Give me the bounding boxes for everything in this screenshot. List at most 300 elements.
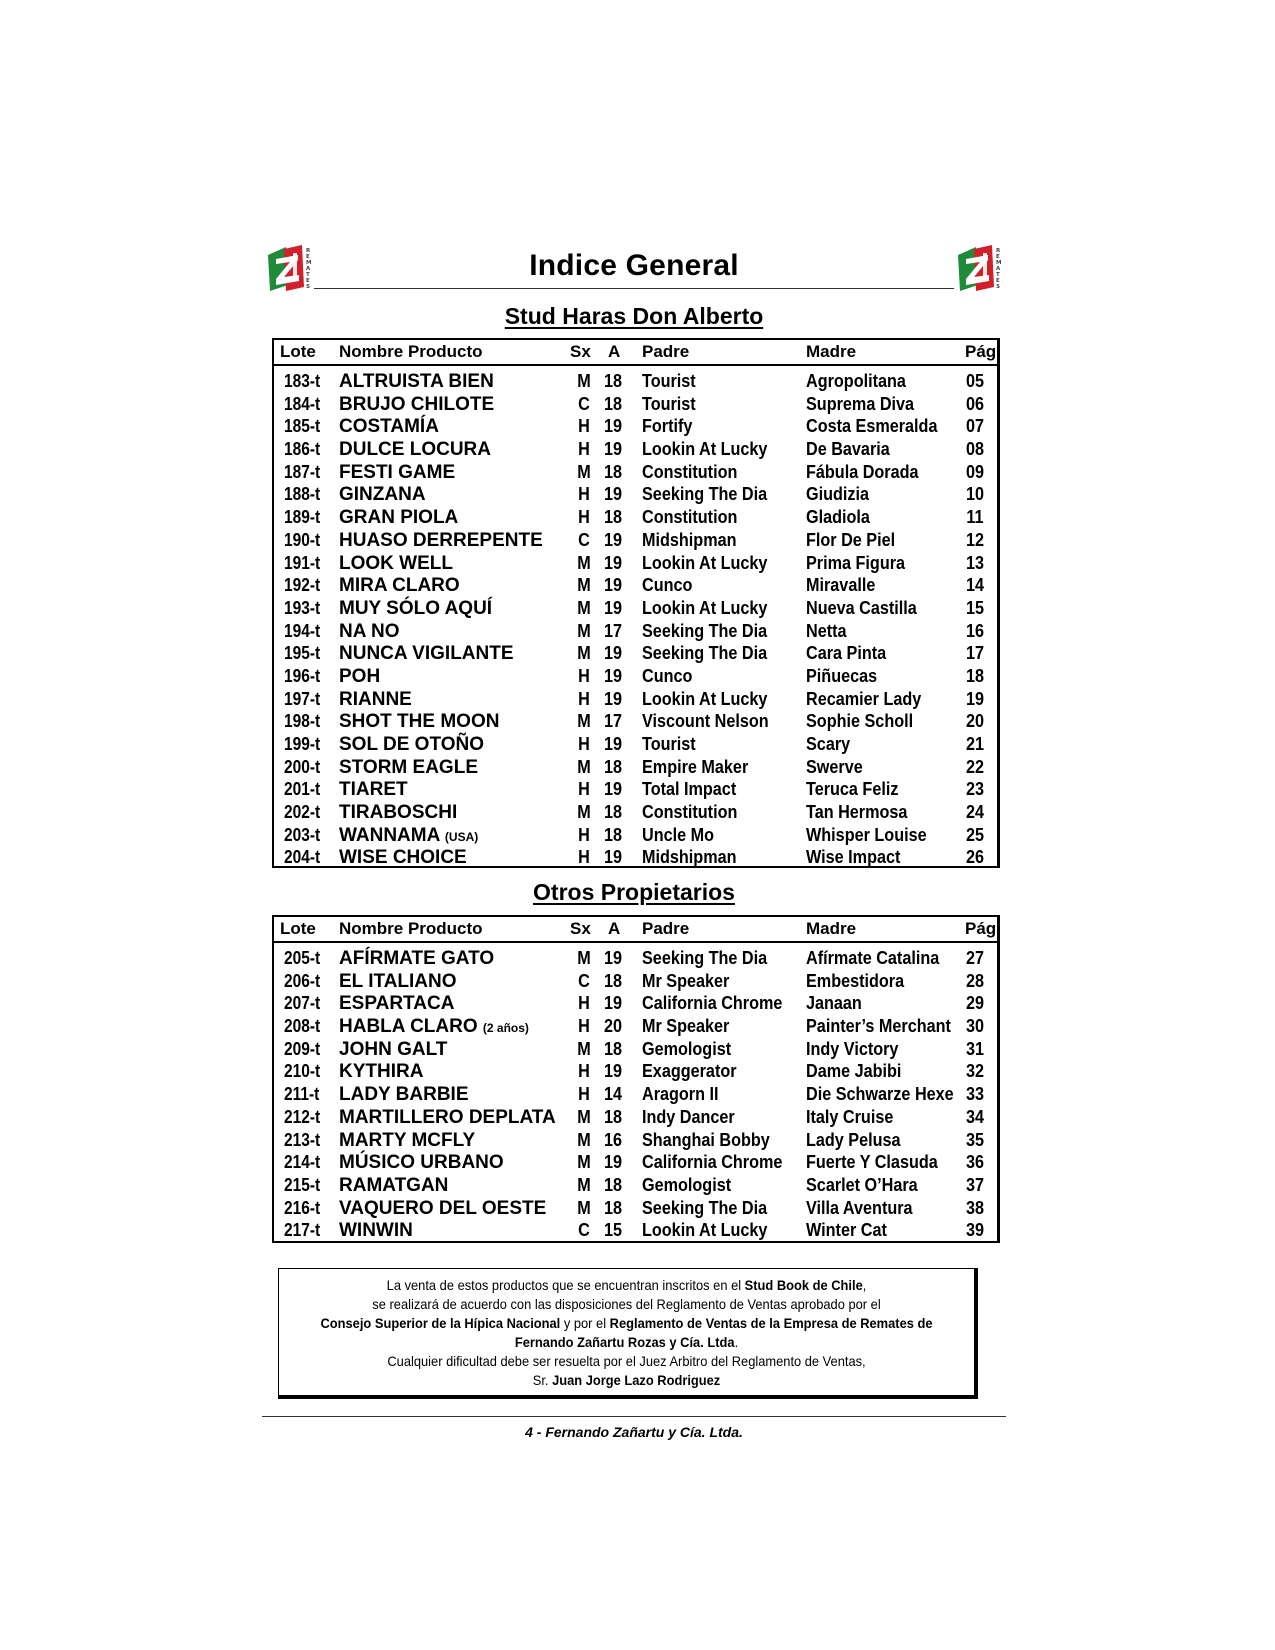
sire: Total Impact xyxy=(642,779,737,800)
lot-number: 206-t xyxy=(284,970,321,991)
table-row xyxy=(274,530,997,553)
dam: Indy Victory xyxy=(806,1038,899,1059)
col-header-madre: Madre xyxy=(806,342,857,361)
section-title-otros: Otros Propietarios xyxy=(533,879,735,905)
age: 19 xyxy=(603,552,623,573)
product-name xyxy=(339,689,412,711)
sex: M xyxy=(577,552,591,573)
table-row xyxy=(274,734,997,757)
table-body xyxy=(274,943,997,1243)
product-name xyxy=(339,779,408,801)
product-name-text: MÚSICO URBANO xyxy=(339,1152,504,1174)
notice-text: Sr. xyxy=(532,1372,553,1388)
lot-number: 194-t xyxy=(284,620,321,641)
notice-bold-text: Juan Jorge Lazo Rodriguez xyxy=(552,1372,721,1388)
col-header-nombre: Nombre Producto xyxy=(339,342,483,361)
sire: Gemologist xyxy=(642,1174,732,1195)
lot-number: 214-t xyxy=(284,1152,321,1173)
sex: H xyxy=(578,1084,590,1105)
index-table-stud-haras xyxy=(272,338,1000,868)
age: 18 xyxy=(603,1174,623,1195)
table-row xyxy=(274,507,997,530)
notice-line xyxy=(307,1276,946,1295)
sex: C xyxy=(578,970,590,991)
dam: Winter Cat xyxy=(806,1220,887,1241)
col-header-nombre: Nombre Producto xyxy=(339,919,483,938)
product-name-text: LOOK WELL xyxy=(339,552,453,574)
sex: H xyxy=(578,734,590,754)
dam: Italy Cruise xyxy=(806,1106,894,1127)
sex: M xyxy=(577,1129,591,1150)
age: 19 xyxy=(603,779,623,800)
dam: Afírmate Catalina xyxy=(806,948,940,968)
sire: Seeking The Dia xyxy=(642,620,768,641)
col-header-lote: Lote xyxy=(280,342,316,361)
product-name-text: MARTY MCFLY xyxy=(339,1129,476,1151)
table-row xyxy=(274,598,997,621)
age: 19 xyxy=(603,575,623,596)
product-name-text: BRUJO CHILOTE xyxy=(339,393,495,415)
product-name-text: NUNCA VIGILANTE xyxy=(339,643,514,665)
age: 18 xyxy=(603,1197,623,1218)
dam: De Bavaria xyxy=(806,439,890,460)
col-header-padre: Padre xyxy=(642,342,690,361)
table-row xyxy=(274,1130,997,1153)
product-name xyxy=(339,1039,447,1061)
dam: Embestidora xyxy=(806,970,905,991)
sire: Uncle Mo xyxy=(642,824,715,845)
page-number: 15 xyxy=(965,597,985,618)
product-name-text: HUASO DERREPENTE xyxy=(339,529,543,551)
page-number: 23 xyxy=(965,779,985,800)
product-name-text: RIANNE xyxy=(339,688,412,710)
product-name-text: MIRA CLARO xyxy=(339,575,460,597)
product-name xyxy=(339,993,454,1015)
product-name xyxy=(339,734,484,756)
lot-number: 205-t xyxy=(284,948,321,968)
product-name xyxy=(339,575,460,597)
notice-text: La venta de estos productos que se encuentran inscritos en el xyxy=(386,1277,742,1293)
dam: Die Schwarze Hexe xyxy=(806,1084,954,1105)
dam: Janaan xyxy=(806,993,862,1014)
table-row xyxy=(274,1175,997,1198)
page-number: 07 xyxy=(965,416,985,437)
lot-number: 188-t xyxy=(284,484,321,505)
table-row xyxy=(274,847,997,870)
sex: H xyxy=(578,665,590,686)
sex: M xyxy=(577,597,591,618)
lot-number: 213-t xyxy=(284,1129,321,1150)
product-name-text: AFÍRMATE GATO xyxy=(339,948,495,969)
dam: Miravalle xyxy=(806,575,876,596)
product-name xyxy=(339,666,380,688)
page-number: 20 xyxy=(965,711,985,732)
age: 17 xyxy=(603,620,623,641)
dam: Agropolitana xyxy=(806,371,906,391)
age: 19 xyxy=(603,597,623,618)
dam: Flor De Piel xyxy=(806,529,896,550)
sex: M xyxy=(577,1152,591,1173)
product-name xyxy=(339,971,457,993)
table-row xyxy=(274,711,997,734)
product-name-note: (USA) xyxy=(444,829,479,844)
page-number: 36 xyxy=(965,1152,985,1173)
product-name xyxy=(339,484,426,506)
sale-notice-box xyxy=(278,1268,978,1399)
notice-line xyxy=(307,1371,946,1390)
dam: Wise Impact xyxy=(806,847,901,868)
table-row xyxy=(274,666,997,689)
table-row xyxy=(274,643,997,666)
sex: H xyxy=(578,993,590,1014)
page-number: 13 xyxy=(965,552,985,573)
product-name-text: VAQUERO DEL OESTE xyxy=(339,1197,547,1219)
age: 19 xyxy=(603,734,623,754)
product-name xyxy=(339,711,499,733)
page-number: 17 xyxy=(965,643,985,664)
table-header xyxy=(274,340,997,366)
table-row xyxy=(274,462,997,485)
dam: Scarlet O’Hara xyxy=(806,1174,918,1195)
col-header-a: A xyxy=(608,919,621,938)
product-name xyxy=(339,1198,546,1220)
table-row xyxy=(274,1039,997,1062)
svg-text:M: M xyxy=(306,260,312,266)
dam: Costa Esmeralda xyxy=(806,416,938,437)
page-number: 14 xyxy=(965,575,985,596)
product-name xyxy=(339,598,492,620)
sire: Empire Maker xyxy=(642,756,749,777)
notice-bold-text: Stud Book de Chile xyxy=(744,1277,863,1293)
product-name-note: (2 años) xyxy=(482,1021,529,1036)
sire: Midshipman xyxy=(642,529,737,550)
product-name-text: WINWIN xyxy=(339,1220,413,1242)
dam: Villa Aventura xyxy=(806,1197,913,1218)
page-number: 19 xyxy=(965,688,985,709)
sex: M xyxy=(577,1197,591,1218)
dam: Teruca Feliz xyxy=(806,779,899,800)
sire: Fortify xyxy=(642,416,693,437)
product-name xyxy=(339,643,514,665)
svg-text:E: E xyxy=(996,278,1000,284)
age: 15 xyxy=(603,1220,623,1241)
age: 18 xyxy=(603,1106,623,1127)
lot-number: 212-t xyxy=(284,1106,321,1127)
age: 19 xyxy=(603,484,623,505)
product-name-text: EL ITALIANO xyxy=(339,970,457,992)
product-name-text: MARTILLERO DEPLATA xyxy=(339,1106,556,1128)
page-number: 16 xyxy=(965,620,985,641)
age: 19 xyxy=(603,529,623,550)
lot-number: 211-t xyxy=(284,1084,320,1105)
sex: M xyxy=(577,711,591,732)
age: 18 xyxy=(603,824,623,845)
sex: H xyxy=(578,779,590,800)
product-name-text: COSTAMÍA xyxy=(339,416,439,438)
svg-text:R: R xyxy=(996,248,1001,254)
header-rule xyxy=(314,288,954,289)
col-header-pag: Pág xyxy=(965,342,997,361)
sire: Tourist xyxy=(642,371,696,391)
page-number: 38 xyxy=(965,1197,985,1218)
product-name-text: STORM EAGLE xyxy=(339,756,478,778)
page-number: 32 xyxy=(965,1061,985,1082)
table-row xyxy=(274,757,997,780)
sex: M xyxy=(577,575,591,596)
svg-text:E: E xyxy=(996,254,1000,260)
dam: Dame Jabibi xyxy=(806,1061,902,1082)
sire: Shanghai Bobby xyxy=(642,1129,770,1150)
table-header xyxy=(274,917,997,943)
table-row xyxy=(274,484,997,507)
sire: Lookin At Lucky xyxy=(642,597,768,618)
page-number: 35 xyxy=(965,1129,985,1150)
svg-text:S: S xyxy=(306,284,310,290)
sire: Constitution xyxy=(642,802,738,823)
page-number: 37 xyxy=(965,1174,985,1195)
sex: M xyxy=(577,756,591,777)
svg-text:A: A xyxy=(996,266,1001,272)
sex: M xyxy=(577,620,591,641)
age: 19 xyxy=(603,948,623,968)
product-name-text: ESPARTACA xyxy=(339,993,455,1015)
age: 19 xyxy=(603,665,623,686)
svg-text:T: T xyxy=(306,272,310,278)
lot-number: 201-t xyxy=(284,779,321,800)
sire: Indy Dancer xyxy=(642,1106,735,1127)
product-name-text: POH xyxy=(339,665,381,687)
dam: Netta xyxy=(806,620,847,641)
page-number: 34 xyxy=(965,1106,985,1127)
table-row xyxy=(274,1152,997,1175)
page-number: 31 xyxy=(965,1038,985,1059)
logo-text-char: R xyxy=(306,248,311,254)
page-footer: 4 - Fernando Zañartu y Cía. Ltda. xyxy=(525,1424,743,1440)
lot-number: 191-t xyxy=(284,552,321,573)
product-name-text: LADY BARBIE xyxy=(339,1084,469,1106)
sire: Constitution xyxy=(642,507,738,528)
sex: H xyxy=(578,416,590,437)
table-row xyxy=(274,948,997,971)
lot-number: 209-t xyxy=(284,1038,321,1059)
product-name xyxy=(339,1107,556,1129)
age: 18 xyxy=(603,507,623,528)
dam: Giudizia xyxy=(806,484,870,505)
product-name-text: SOL DE OTOÑO xyxy=(339,734,484,755)
table-row xyxy=(274,439,997,462)
age: 19 xyxy=(603,416,623,437)
page-number: 06 xyxy=(965,393,985,414)
sire: Seeking The Dia xyxy=(642,484,768,505)
lot-number: 193-t xyxy=(284,597,321,618)
page-number: 25 xyxy=(965,824,985,845)
sire: Tourist xyxy=(642,734,696,754)
notice-line: Cualquier dificultad debe ser resuelta por el Juez Arbitro del Reglamento de Ventas, xyxy=(387,1353,866,1369)
lot-number: 189-t xyxy=(284,507,321,528)
sire: Aragorn II xyxy=(642,1084,719,1105)
sire: Lookin At Lucky xyxy=(642,688,768,709)
index-table-otros xyxy=(272,915,1000,1243)
product-name xyxy=(339,1152,504,1174)
dam: Nueva Castilla xyxy=(806,597,917,618)
lot-number: 190-t xyxy=(284,529,321,550)
age: 18 xyxy=(603,371,623,391)
table-row xyxy=(274,1220,997,1243)
dam: Scary xyxy=(806,734,851,754)
sex: H xyxy=(578,439,590,460)
notice-line xyxy=(307,1314,946,1333)
product-name-text: SHOT THE MOON xyxy=(339,711,500,733)
col-header-sx: Sx xyxy=(570,342,591,361)
product-name-text: GINZANA xyxy=(339,484,426,506)
lot-number: 215-t xyxy=(284,1174,321,1195)
page-number: 30 xyxy=(965,1016,985,1037)
table-row xyxy=(274,689,997,712)
svg-text:M: M xyxy=(996,260,1002,266)
col-header-a: A xyxy=(608,342,621,361)
lot-number: 184-t xyxy=(284,393,321,414)
product-name-text: MUY SÓLO AQUÍ xyxy=(339,597,493,619)
page-number: 28 xyxy=(965,970,985,991)
notice-bold-text: Reglamento de Ventas de la Empresa de Remates de xyxy=(609,1315,933,1331)
sex: H xyxy=(578,824,590,845)
table-row xyxy=(274,621,997,644)
notice-text: , xyxy=(862,1277,867,1293)
sire: Lookin At Lucky xyxy=(642,439,768,460)
svg-text:E: E xyxy=(306,254,310,260)
svg-text:E: E xyxy=(306,278,310,284)
sex: M xyxy=(577,802,591,823)
page-number: 09 xyxy=(965,461,985,482)
product-name xyxy=(339,1016,529,1038)
svg-text:S: S xyxy=(996,284,1000,290)
remates-logo-right xyxy=(956,245,1004,293)
product-name xyxy=(339,1084,469,1106)
sire: Tourist xyxy=(642,393,696,414)
dam: Suprema Diva xyxy=(806,393,915,414)
dam: Fuerte Y Clasuda xyxy=(806,1152,938,1173)
product-name xyxy=(339,553,453,575)
table-row xyxy=(274,371,997,394)
notice-text: y por el xyxy=(560,1315,610,1331)
table-row xyxy=(274,1084,997,1107)
sire: Cunco xyxy=(642,575,693,596)
product-name-text: RAMATGAN xyxy=(339,1174,449,1196)
sex: H xyxy=(578,1061,590,1082)
product-name-text: TIARET xyxy=(339,779,408,801)
table-row xyxy=(274,553,997,576)
sire: Gemologist xyxy=(642,1038,732,1059)
age: 18 xyxy=(603,802,623,823)
sire: Midshipman xyxy=(642,847,737,868)
lot-number: 202-t xyxy=(284,802,321,823)
table-row xyxy=(274,971,997,994)
table-body xyxy=(274,366,997,870)
product-name xyxy=(339,371,494,393)
age: 19 xyxy=(603,1152,623,1173)
page-number: 08 xyxy=(965,439,985,460)
lot-number: 208-t xyxy=(284,1016,321,1037)
dam: Gladiola xyxy=(806,507,870,528)
product-name xyxy=(339,621,400,643)
lot-number: 192-t xyxy=(284,575,321,596)
lot-number: 197-t xyxy=(284,688,321,709)
table-row xyxy=(274,1198,997,1221)
sire: California Chrome xyxy=(642,1152,783,1173)
dam: Painter’s Merchant xyxy=(806,1016,951,1037)
product-name-text: GRAN PIOLA xyxy=(339,507,459,529)
page-number: 24 xyxy=(965,802,985,823)
sex: C xyxy=(578,529,590,550)
sire: Mr Speaker xyxy=(642,1016,730,1037)
sire: Seeking The Dia xyxy=(642,948,768,968)
product-name xyxy=(339,1175,448,1197)
lot-number: 187-t xyxy=(284,461,321,482)
col-header-padre: Padre xyxy=(642,919,690,938)
sire: California Chrome xyxy=(642,993,783,1014)
page-number: 39 xyxy=(965,1220,985,1241)
age: 18 xyxy=(603,756,623,777)
sex: C xyxy=(578,393,590,414)
sire: Mr Speaker xyxy=(642,970,730,991)
age: 19 xyxy=(603,1061,623,1082)
age: 18 xyxy=(603,970,623,991)
dam: Recamier Lady xyxy=(806,688,922,709)
lot-number: 203-t xyxy=(284,824,321,845)
sex: M xyxy=(577,948,591,968)
table-row xyxy=(274,802,997,825)
age: 19 xyxy=(603,643,623,664)
page-number: 33 xyxy=(965,1084,985,1105)
table-row xyxy=(274,779,997,802)
sex: H xyxy=(578,847,590,868)
lot-number: 198-t xyxy=(284,711,321,732)
page-number: 18 xyxy=(965,665,985,686)
product-name xyxy=(339,757,478,779)
lot-number: 207-t xyxy=(284,993,321,1014)
age: 19 xyxy=(603,439,623,460)
table-row xyxy=(274,575,997,598)
age: 18 xyxy=(603,461,623,482)
product-name xyxy=(339,825,478,847)
table-row xyxy=(274,394,997,417)
table-row xyxy=(274,1107,997,1130)
product-name-text: NA NO xyxy=(339,620,400,642)
age: 19 xyxy=(603,847,623,868)
dam: Prima Figura xyxy=(806,552,906,573)
lot-number: 183-t xyxy=(284,371,321,391)
sire: Seeking The Dia xyxy=(642,643,768,664)
notice-text: . xyxy=(734,1334,739,1350)
sex: M xyxy=(577,1038,591,1059)
product-name-text: ALTRUISTA BIEN xyxy=(339,371,494,392)
age: 19 xyxy=(603,688,623,709)
lot-number: 199-t xyxy=(284,734,321,754)
product-name xyxy=(339,394,494,416)
product-name-text: FESTI GAME xyxy=(339,461,456,483)
page-number: 11 xyxy=(966,507,984,528)
age: 17 xyxy=(603,711,623,732)
col-header-madre: Madre xyxy=(806,919,857,938)
sire: Lookin At Lucky xyxy=(642,552,768,573)
age: 19 xyxy=(603,993,623,1014)
sire: Seeking The Dia xyxy=(642,1197,768,1218)
dam: Fábula Dorada xyxy=(806,461,919,482)
sire: Cunco xyxy=(642,665,693,686)
section-title-stud-haras: Stud Haras Don Alberto xyxy=(504,303,764,329)
dam: Sophie Scholl xyxy=(806,711,914,732)
lot-number: 200-t xyxy=(284,756,321,777)
